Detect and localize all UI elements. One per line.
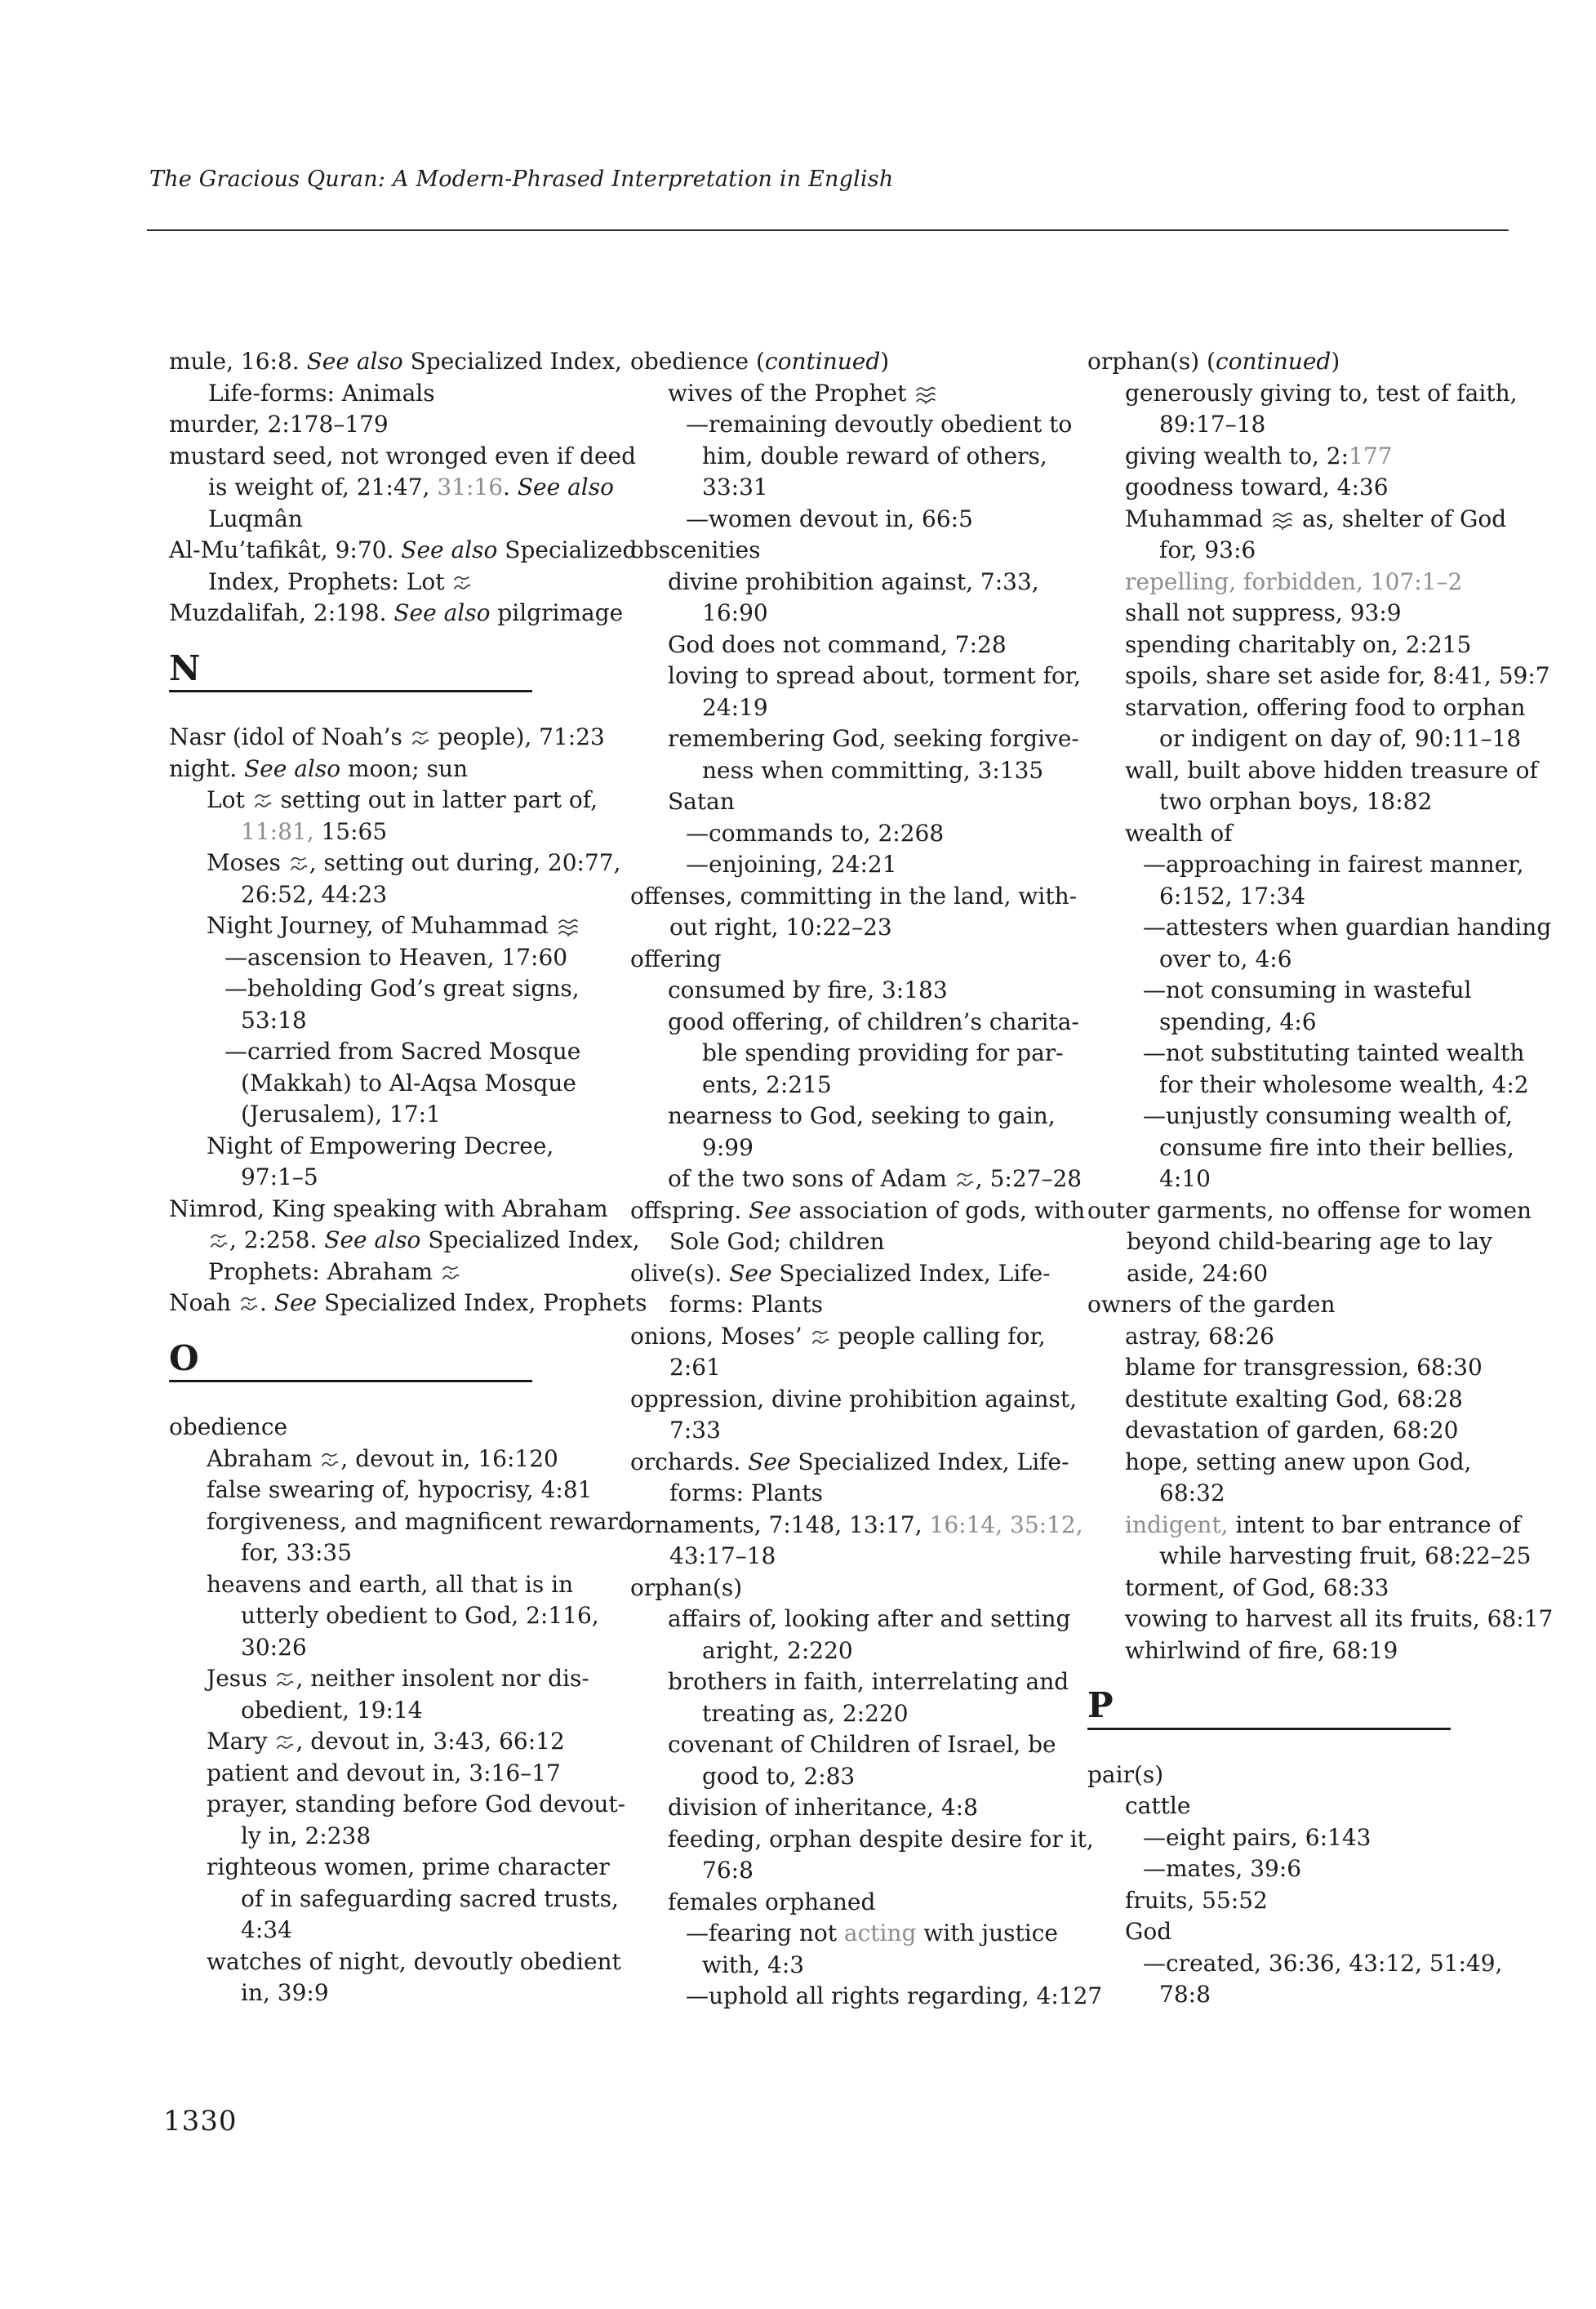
index-line: 30:26 [241, 1633, 307, 1661]
index-line: —mates, 39:6 [1143, 1855, 1302, 1882]
index-line: 2:61 [669, 1354, 721, 1381]
index-line: Muzdalifah, 2:198. See also pilgrimage [169, 599, 624, 626]
index-line: —ascension to Heaven, 17:60 [225, 943, 568, 971]
index-line: in, 39:9 [241, 1979, 329, 2006]
section-letter: P [1087, 1685, 1114, 1725]
alayhis-salam-icon [290, 855, 308, 874]
index-line: olive(s). See Specialized Index, Life- [630, 1259, 1051, 1287]
index-line: spending charitably on, 2:215 [1125, 630, 1472, 658]
index-line: 68:32 [1159, 1479, 1225, 1506]
index-line: ornaments, 7:148, 13:17, 16:14, 35:12, [630, 1510, 1083, 1538]
muted-reference: repelling, forbidden, 107:1–2 [1125, 567, 1463, 595]
section-heading-N [169, 647, 532, 693]
index-line: ly in, 2:238 [241, 1822, 371, 1849]
index-line: 24:19 [702, 693, 768, 721]
index-line: of in safeguarding sacred trusts, [241, 1884, 619, 1912]
cross-reference-label: See also [324, 1226, 421, 1253]
index-line: obscenities [630, 536, 761, 563]
index-line: Lot setting out in latter part of, [207, 786, 598, 813]
book-title: The Gracious Quran: A Modern-Phrased Interpretation in English [149, 167, 894, 192]
index-line: heavens and earth, all that is in [207, 1570, 574, 1598]
index-line: ble spending providing for par- [702, 1039, 1064, 1066]
index-line: blame for transgression, 68:30 [1125, 1354, 1483, 1381]
index-line: murder, 2:178–179 [169, 411, 389, 438]
index-line: —attesters when guardian handing [1143, 914, 1552, 941]
index-line: giving wealth to, 2:177 [1125, 442, 1393, 469]
index-line: offering [630, 945, 722, 972]
index-line: mustard seed, not wronged even if deed [169, 442, 637, 469]
cross-reference-label: See also [393, 599, 491, 626]
index-line: Index, Prophets: Lot [169, 567, 638, 598]
index-line: or indigent on day of, 90:11–18 [1159, 725, 1522, 752]
index-line: 16:90 [702, 599, 768, 626]
index-line: offspring. See association of gods, with [630, 1196, 1086, 1224]
muted-reference: acting [843, 1920, 917, 1946]
index-line: consume fire into their bellies, [1159, 1133, 1514, 1161]
index-line: —remaining devoutly obedient to [686, 411, 1073, 438]
alayhis-salam-icon [453, 574, 471, 594]
index-line: indigent, intent to bar entrance of [1125, 1510, 1521, 1538]
index-line: Nasr (idol of Noah’s people), 71:23 [169, 723, 605, 750]
index-line: Life-forms: Animals [208, 379, 435, 407]
index-line: —enjoining, 24:21 [686, 851, 897, 878]
index-line: mule, 16:8. See also Specialized Index, [169, 348, 622, 375]
index-line: God [1125, 1918, 1172, 1945]
section-heading-O [169, 1337, 532, 1383]
index-line: Sole God; children [669, 1228, 885, 1255]
index-line: wives of the Prophet [630, 378, 1100, 410]
index-line: good to, 2:83 [702, 1762, 856, 1790]
index-line: shall not suppress, 93:9 [1125, 599, 1402, 626]
index-line: Night Journey, of Muhammad [169, 910, 638, 942]
index-line: for, 33:35 [241, 1539, 353, 1566]
index-line: —unjustly consuming wealth of, [1143, 1102, 1513, 1129]
alayhis-salam-icon [210, 1232, 228, 1252]
index-line: 76:8 [702, 1857, 754, 1884]
muted-reference: 16:14, 35:12, [929, 1510, 1083, 1538]
index-line: division of inheritance, 4:8 [668, 1794, 978, 1821]
index-line: 33:31 [702, 474, 768, 501]
index-line: aright, 2:220 [702, 1636, 853, 1664]
alayhis-salam-icon [276, 1671, 294, 1690]
index-line: oppression, divine prohibition against, [630, 1385, 1078, 1413]
index-line: , 2:258. See also Specialized Index, [169, 1225, 638, 1257]
index-line: while harvesting fruit, 68:22–25 [1159, 1542, 1532, 1569]
section-heading-P [1087, 1685, 1451, 1730]
index-line: obedient, 19:14 [241, 1696, 423, 1724]
index-line: astray, 68:26 [1125, 1322, 1274, 1350]
index-column-right [1087, 346, 1557, 2011]
index-line [1087, 567, 1557, 598]
index-line: false swearing of, hypocrisy, 4:81 [207, 1476, 593, 1503]
index-line: hope, setting anew upon God, [1125, 1448, 1472, 1475]
alayhis-salam-icon [956, 1171, 974, 1190]
index-line: destitute exalting God, 68:28 [1125, 1385, 1463, 1413]
section-letter: N [169, 647, 201, 688]
index-line: —eight pairs, 6:143 [1143, 1823, 1371, 1851]
index-line: obedience (continued) [630, 348, 890, 375]
index-line: ness when committing, 3:135 [702, 756, 1044, 784]
cross-reference-label: See also [401, 536, 498, 563]
index-line: prayer, standing before God devout- [207, 1791, 626, 1817]
cross-reference-label: continued [764, 348, 881, 375]
index-line: 89:17–18 [1159, 411, 1266, 438]
index-line: obedience [169, 1413, 288, 1440]
section-letter: O [169, 1337, 199, 1378]
index-line: —women devout in, 66:5 [686, 505, 973, 532]
index-line: affairs of, looking after and setting [668, 1605, 1071, 1632]
index-line: 4:10 [1159, 1165, 1211, 1192]
index-line: 43:17–18 [669, 1542, 776, 1569]
index-line: aside, 24:60 [1127, 1259, 1269, 1287]
index-line: Luqmân [208, 505, 303, 532]
index-line: forms: Plants [669, 1291, 824, 1318]
sallallahu-alayhi-wasallam-icon [1272, 511, 1293, 531]
index-line: Al-Mu’tafikât, 9:70. See also Specialized [169, 536, 638, 563]
page-number: 1330 [163, 2105, 238, 2138]
muted-reference: indigent, [1125, 1510, 1229, 1538]
index-line: remembering God, seeking forgive- [668, 725, 1079, 752]
index-line: orphan(s) (continued) [1087, 348, 1340, 375]
index-line: goodness toward, 4:36 [1125, 474, 1389, 501]
index-line: righteous women, prime character [207, 1853, 610, 1880]
index-line: ents, 2:215 [702, 1070, 832, 1098]
index-line: outer garments, no offense for women [1087, 1196, 1532, 1224]
index-line: 97:1–5 [241, 1163, 318, 1190]
index-line: —carried from Sacred Mosque [225, 1038, 581, 1065]
index-line: spoils, share set aside for, 8:41, 59:7 [1125, 662, 1550, 689]
index-line: forms: Plants [669, 1479, 824, 1506]
index-line: —created, 36:36, 43:12, 51:49, [1143, 1949, 1503, 1977]
index-line: offenses, committing in the land, with- [630, 882, 1078, 910]
index-line: —not substituting tainted wealth [1143, 1039, 1525, 1066]
cross-reference-label: See also [244, 754, 341, 782]
index-line: 53:18 [241, 1006, 307, 1034]
index-line: Abraham , devout in, 16:120 [207, 1444, 558, 1472]
index-line: 6:152, 17:34 [1159, 882, 1306, 910]
index-line: 11:81, 15:65 [241, 817, 388, 845]
index-line: watches of night, devoutly obedient [207, 1947, 621, 1975]
index-line: (Jerusalem), 17:1 [241, 1101, 441, 1128]
cross-reference-label: See also [306, 348, 403, 375]
cross-reference-label: continued [1215, 348, 1331, 375]
alayhis-salam-icon [240, 1295, 258, 1315]
index-line: —commands to, 2:268 [686, 819, 945, 847]
index-line: 7:33 [669, 1417, 721, 1444]
index-line: brothers in faith, interrelating and [668, 1668, 1069, 1695]
alayhis-salam-icon [254, 792, 272, 812]
index-line: —beholding God’s great signs, [225, 975, 580, 1002]
alayhis-salam-icon [321, 1451, 339, 1470]
index-line: feeding, orphan despite desire for it, [668, 1825, 1094, 1853]
index-column-left [169, 346, 647, 2009]
index-line: Noah . See Specialized Index, Prophets [169, 1289, 647, 1316]
index-line: cattle [1125, 1792, 1191, 1819]
cross-reference-label: See [273, 1289, 318, 1316]
index-line: (Makkah) to Al-Aqsa Mosque [241, 1069, 576, 1097]
index-line: good offering, of children’s charita- [668, 1008, 1079, 1035]
index-line: 9:99 [702, 1133, 754, 1161]
index-line: —not consuming in wasteful [1143, 977, 1472, 1003]
index-line: beyond child-bearing age to lay [1127, 1228, 1492, 1255]
muted-reference: 31:16 [437, 474, 504, 501]
index-line: Satan [668, 788, 735, 815]
index-line: vowing to harvest all its fruits, 68:17 [1125, 1605, 1554, 1632]
index-line: pair(s) [1087, 1760, 1164, 1788]
index-line: starvation, offering food to orphan [1125, 693, 1526, 721]
alayhis-salam-icon [411, 729, 429, 749]
index-line: for their wholesome wealth, 4:2 [1159, 1070, 1529, 1098]
index-line: torment, of God, 68:33 [1125, 1573, 1389, 1601]
index-line: 4:34 [241, 1916, 292, 1943]
index-line: Mary , devout in, 3:43, 66:12 [207, 1728, 565, 1755]
index-line: Muhammad as, shelter of God [1125, 505, 1507, 532]
muted-reference: 177 [1349, 442, 1393, 469]
index-line: onions, Moses’ people calling for, [630, 1322, 1046, 1350]
index-line: whirlwind of fire, 68:19 [1125, 1636, 1398, 1664]
sallallahu-alayhi-wasallam-icon [558, 918, 579, 937]
index-line: fruits, 55:52 [1125, 1886, 1268, 1914]
alayhis-salam-icon [811, 1328, 829, 1348]
index-line: out right, 10:22–23 [669, 914, 892, 941]
index-line: wall, built above hidden treasure of [1125, 756, 1538, 784]
index-line: Nimrod, King speaking with Abraham [169, 1195, 608, 1222]
index-line: consumed by fire, 3:183 [668, 977, 948, 1003]
index-line: with, 4:3 [702, 1951, 805, 1978]
index-line: —uphold all rights regarding, 4:127 [686, 1982, 1103, 2009]
index-line: two orphan boys, 18:82 [1159, 788, 1433, 815]
index-line: Moses , setting out during, 20:77, [207, 849, 621, 876]
index-column-middle [630, 346, 1103, 2013]
index-line: —approaching in fairest manner, [1143, 851, 1524, 878]
index-line: forgiveness, and magnificent reward [207, 1507, 633, 1535]
index-line: generously giving to, test of faith, [1125, 379, 1518, 407]
index-line: treating as, 2:220 [702, 1699, 909, 1727]
index-line: devastation of garden, 68:20 [1125, 1417, 1459, 1444]
index-line: utterly obedient to God, 2:116, [241, 1602, 599, 1629]
alayhis-salam-icon [276, 1733, 294, 1753]
alayhis-salam-icon [442, 1264, 460, 1284]
cross-reference-label: See [729, 1259, 772, 1287]
index-line: wealth of [1125, 819, 1233, 847]
index-line: females orphaned [668, 1888, 876, 1915]
index-line: of the two sons of Adam , 5:27–28 [668, 1165, 1083, 1192]
index-line: covenant of Children of Israel, be [668, 1731, 1056, 1758]
index-line: divine prohibition against, 7:33, [668, 567, 1039, 595]
header-rule [147, 229, 1509, 231]
muted-reference: 11:81, [241, 817, 314, 845]
cross-reference-label: See [749, 1196, 792, 1224]
index-line: Jesus , neither insolent nor dis- [207, 1665, 589, 1692]
index-line: for, 93:6 [1159, 536, 1256, 563]
index-line: loving to spread about, torment for, [668, 662, 1082, 689]
index-line: over to, 4:6 [1159, 945, 1292, 972]
cross-reference-label: See [748, 1448, 791, 1475]
index-line: 78:8 [1159, 1981, 1211, 2008]
index-line: God does not command, 7:28 [668, 630, 1007, 658]
index-line: orphan(s) [630, 1573, 743, 1601]
cross-reference-label: See also [517, 474, 614, 501]
index-line: owners of the garden [1087, 1291, 1336, 1318]
index-line: patient and devout in, 3:16–17 [207, 1759, 561, 1786]
index-line: 26:52, 44:23 [241, 880, 388, 908]
index-line: night. See also moon; sun [169, 754, 469, 782]
index-line: Night of Empowering Decree, [207, 1132, 554, 1159]
sallallahu-alayhi-wasallam-icon [915, 385, 936, 405]
index-line: —fearing not acting with justice [686, 1920, 1058, 1946]
index-line: spending, 4:6 [1159, 1008, 1317, 1035]
index-line: Prophets: Abraham [169, 1257, 638, 1288]
index-line: nearness to God, seeking to gain, [668, 1102, 1056, 1129]
index-line: is weight of, 21:47, 31:16. See also [208, 474, 614, 501]
index-line: him, double reward of others, [702, 442, 1047, 469]
index-line: orchards. See Specialized Index, Life- [630, 1448, 1069, 1475]
